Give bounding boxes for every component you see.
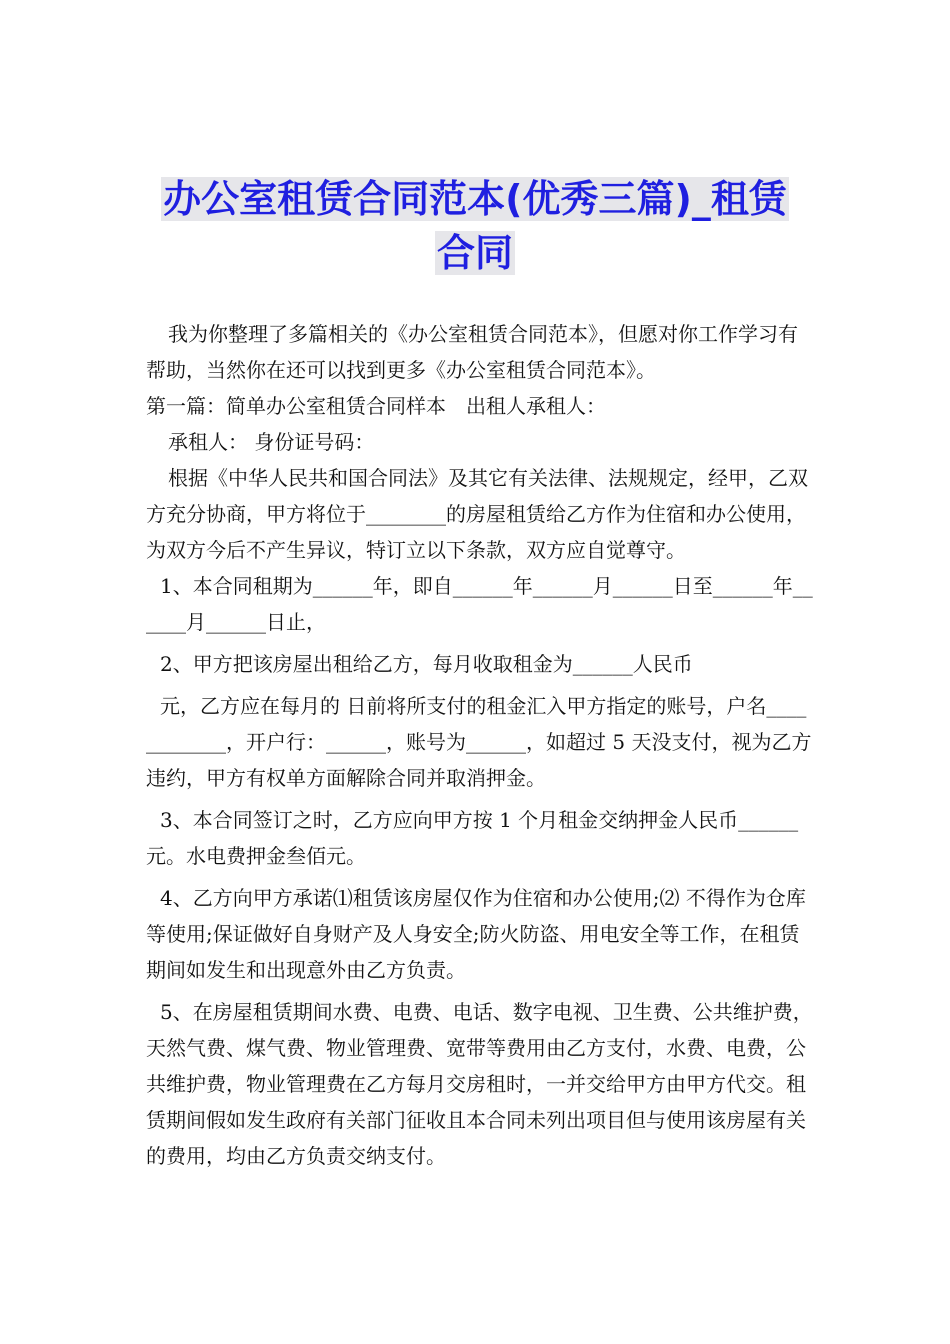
paragraph-clause-5: 5、在房屋租赁期间水费、电费、电话、数字电视、卫生费、公共维护费，天然气费、煤气费、物业管理费、宽带等费用由乙方支付，水费、电费，公共维护费，物业管理费在乙方每月交房租时，一并交给甲方由甲方代交。租赁期间假如发生政府有关部门征收且本合同未列出项目但与使用该房屋有关的费用，均由乙方负责交纳支付。 <box>146 1000 813 1168</box>
document-body <box>146 316 814 1174</box>
paragraph-clause-4: 4、乙方向甲方承诺⑴租赁该房屋仅作为住宿和办公使用;⑵ 不得作为仓库等使用;保证做好自身财产及人身安全;防火防盗、用电安全等工作，在租赁期间如发生和出现意外由乙方负责。 <box>146 886 806 982</box>
document-title <box>120 172 830 280</box>
title-line-2: 合同 <box>436 231 513 275</box>
title-line-1: 办公室租赁合同范本(优秀三篇)_租赁 <box>163 177 787 221</box>
paragraph-intro: 我为你整理了多篇相关的《办公室租赁合同范本》，但愿对你工作学习有帮助，当然你在还可以找到更多《办公室租赁合同范本》。 <box>146 322 798 382</box>
paragraph-clause-1: 1、本合同租期为______年，即自______年______月______日至______年______月______日止， <box>146 574 813 634</box>
paragraph-basis: 根据《中华人民共和国合同法》及其它有关法律、法规规定，经甲，乙双方充分协商，甲方将位于________的房屋租赁给乙方作为住宿和办公使用，为双方今后不产生异议，特订立以下条款，双方应自觉尊守。 <box>146 466 808 562</box>
paragraph-clause-2: 2、甲方把该房屋出租给乙方，每月收取租金为______人民币 <box>160 652 693 676</box>
paragraph-section-heading: 第一篇：简单办公室租赁合同样本 出租人承租人： <box>146 394 606 418</box>
paragraph-lessee: 承租人： 身份证号码： <box>168 430 375 454</box>
paragraph-clause-3: 3、本合同签订之时，乙方应向甲方按 1 个月租金交纳押金人民币______元。水电费押金叁佰元。 <box>146 808 799 868</box>
paragraph-clause-2-cont: 元，乙方应在每月的 日前将所支付的租金汇入甲方指定的账号，户名____________，开户行：______，账号为______，如超过 5 天没支付，视为乙方违约，甲方有权单方面解除合同并取消押金。 <box>146 694 812 790</box>
